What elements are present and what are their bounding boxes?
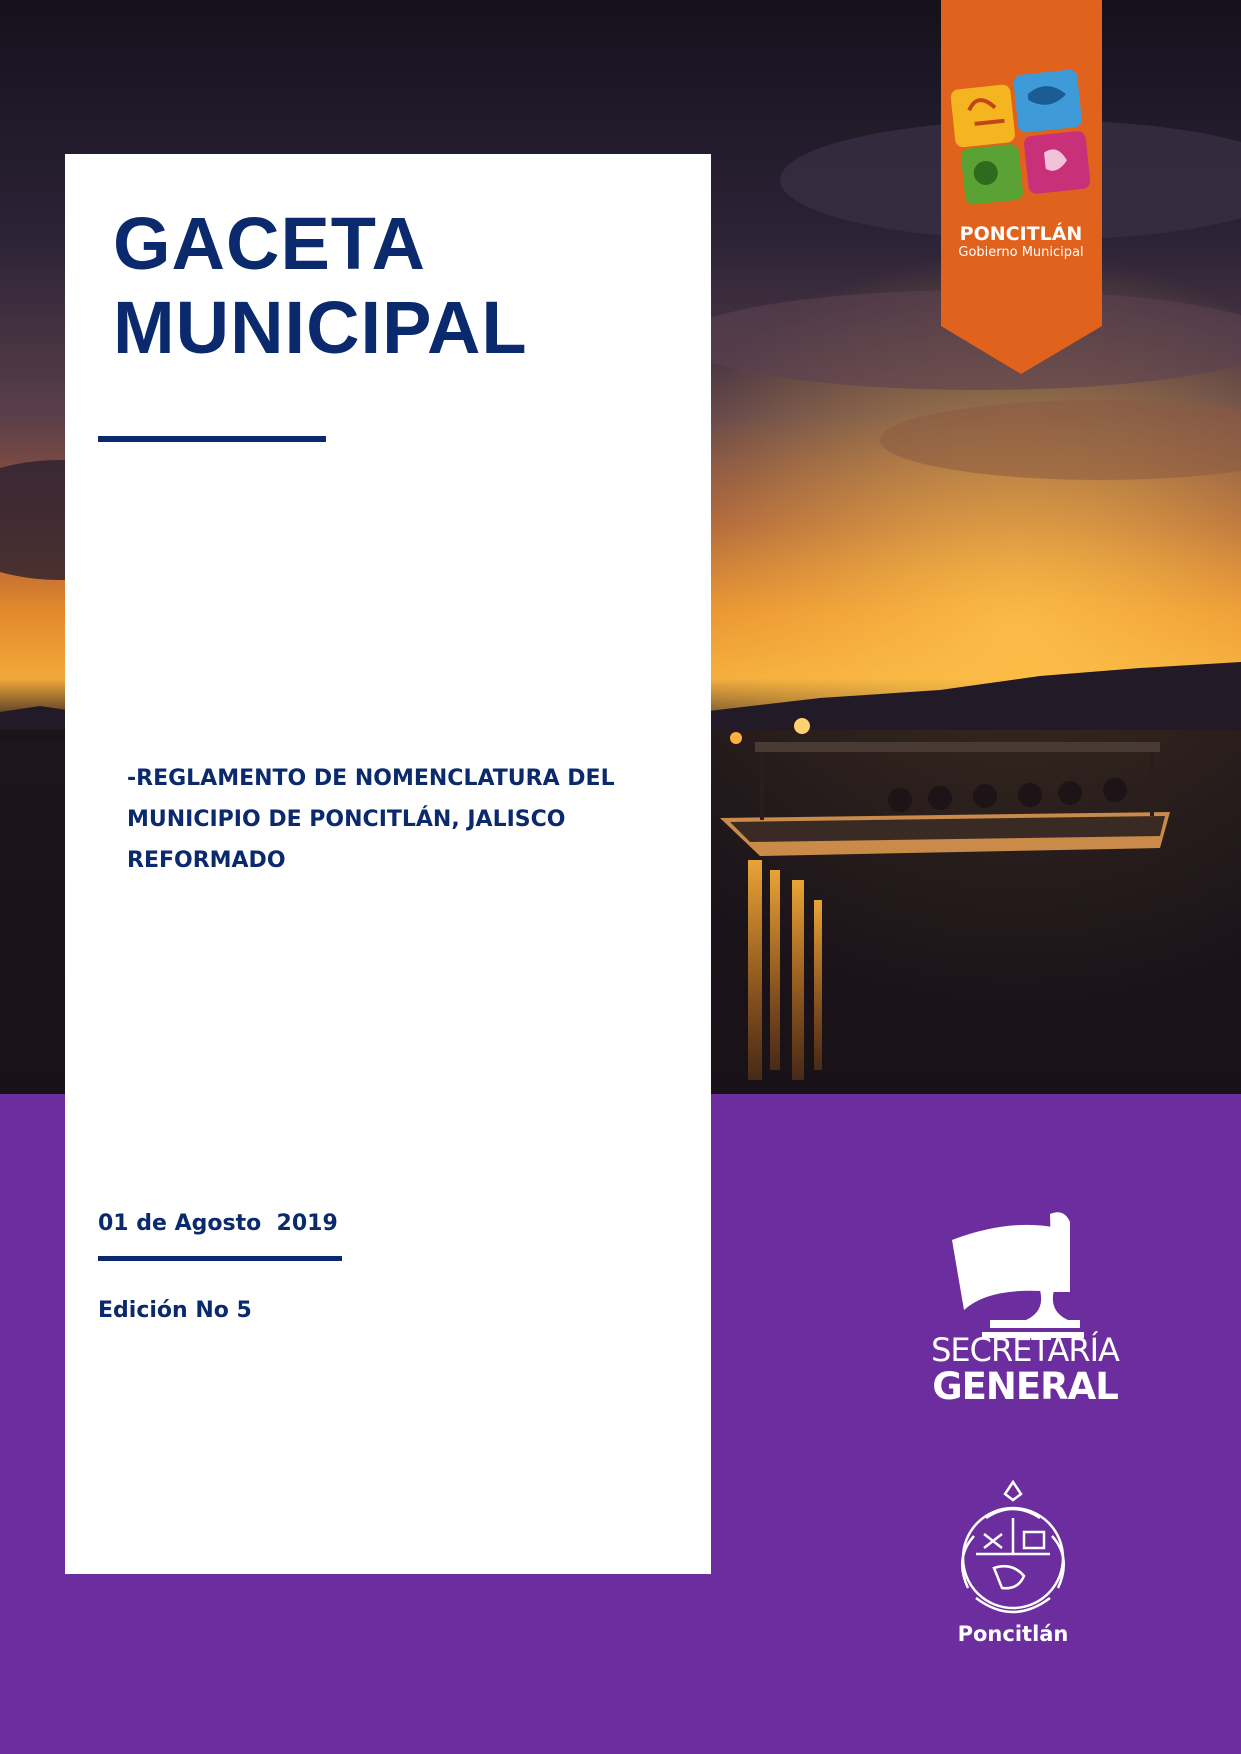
secretaria-line-2: GENERAL — [932, 1365, 1118, 1408]
subject-line-3: REFORMADO — [127, 848, 286, 873]
sun-tile-icon — [950, 84, 1016, 148]
brand-name: PONCITLÁN — [959, 223, 1083, 245]
date-divider — [98, 1256, 342, 1261]
title-divider — [98, 436, 326, 442]
subject-line-1: -REGLAMENTO DE NOMENCLATURA DEL — [127, 766, 615, 791]
regulation-subject — [127, 758, 667, 881]
secretaria-line-1: SECRETARÍA — [931, 1331, 1119, 1369]
title-line-2: MUNICIPAL — [113, 286, 528, 369]
poncitlan-seal-icon — [946, 1478, 1080, 1628]
seal-caption: Poncitlán — [957, 1622, 1069, 1646]
gazette-title — [113, 202, 528, 370]
title-line-1: GACETA — [113, 202, 426, 285]
publication-date: 01 de Agosto 2019 — [98, 1211, 338, 1236]
brand-tagline: Gobierno Municipal — [958, 245, 1084, 260]
edition-number: Edición No 5 — [98, 1298, 252, 1323]
subject-line-2: MUNICIPIO DE PONCITLÁN, JALISCO — [127, 807, 566, 832]
poncitlan-ribbon-logo — [941, 0, 1102, 374]
secretaria-general-label — [900, 1331, 1150, 1408]
